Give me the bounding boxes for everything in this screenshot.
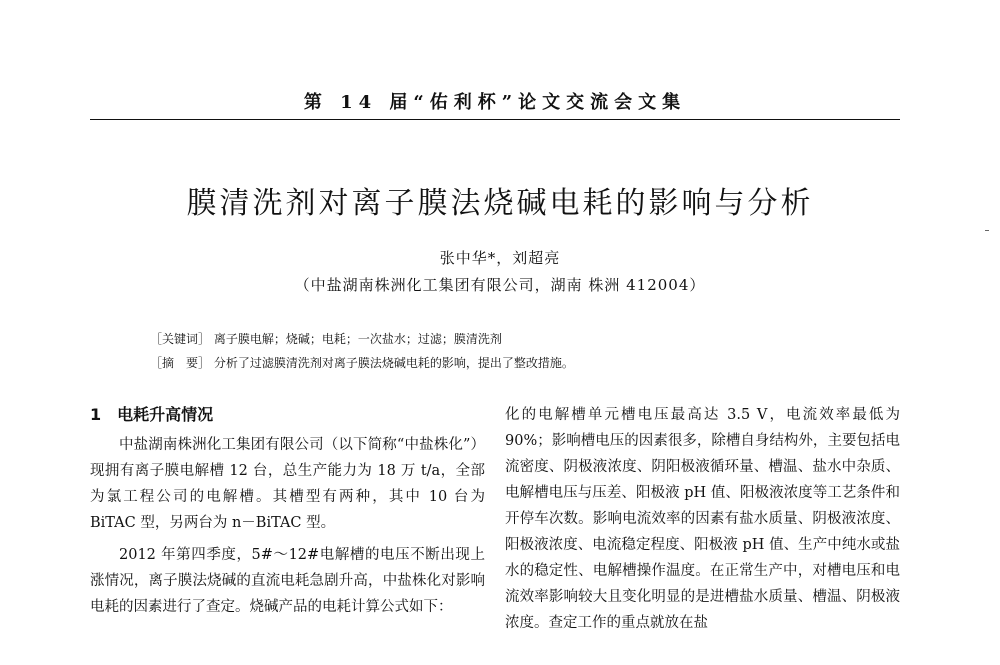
body-paragraph: 中盐湖南株洲化工集团有限公司（以下简称“中盐株化”）现拥有离子膜电解槽 12 台，总生产能力为 18 万 t/a，全部为氯工程公司的电解槽。其槽型有两种，其中 10 台为 BiTAC 型，另两台为 n－BiTAC 型。 [90, 437, 485, 531]
keywords-label: ［关键词］ [150, 332, 211, 346]
keywords-line [150, 330, 910, 347]
running-header: 第 14 届“佑利杯”论文交流会文集 [303, 92, 687, 113]
header-rule [90, 119, 900, 120]
paper-affiliation: （中盐湖南株洲化工集团有限公司，湖南 株洲 412004） [294, 276, 706, 294]
body-paragraph: 2012 年第四季度，5#～12#电解槽的电压不断出现上涨情况，离子膜法烧碱的直流电耗急剧升高，中盐株化对影响电耗的因素进行了查定。烧碱产品的电耗计算公式如下： [90, 547, 485, 615]
right-column [505, 402, 900, 636]
body-paragraph: 化的电解槽单元槽电压最高达 3.5 V，电流效率最低为 90%；影响槽电压的因素很多，除槽自身结构外，主要包括电流密度、阴极液浓度、阴阳极液循环量、槽温、盐水中杂质、电解槽电压与压差、阳极液 pH 值、阳极液浓度等工艺条件和开停车次数。影响电流效率的因素有盐水质量、阴极液浓度、阳极液浓度、电流稳定程度、阳极液 pH 值、生产中纯水或盐水的稳定性、电解槽操作温度。在正常生产中，对槽电压和电流效率影响较大且变化明显的是进槽盐水质量、槽温、阴极液浓度。查定工作的重点就放在盐 [505, 407, 900, 631]
keywords-text: 离子膜电解；烧碱；电耗；一次盐水；过滤；膜清洗剂 [213, 332, 502, 346]
scan-mark [985, 230, 989, 231]
paper-title: 膜清洗剂对离子膜法烧碱电耗的影响与分析 [186, 186, 814, 221]
abstract-line [150, 354, 910, 371]
section-heading: 1 电耗升高情况 [90, 405, 214, 424]
abstract-text: 分析了过滤膜清洗剂对离子膜法烧碱电耗的影响，提出了整改措施。 [213, 356, 574, 370]
left-column [90, 402, 485, 626]
paper-authors: 张中华*，刘超亮 [439, 249, 561, 267]
abstract-label: ［摘 要］ [150, 356, 211, 370]
